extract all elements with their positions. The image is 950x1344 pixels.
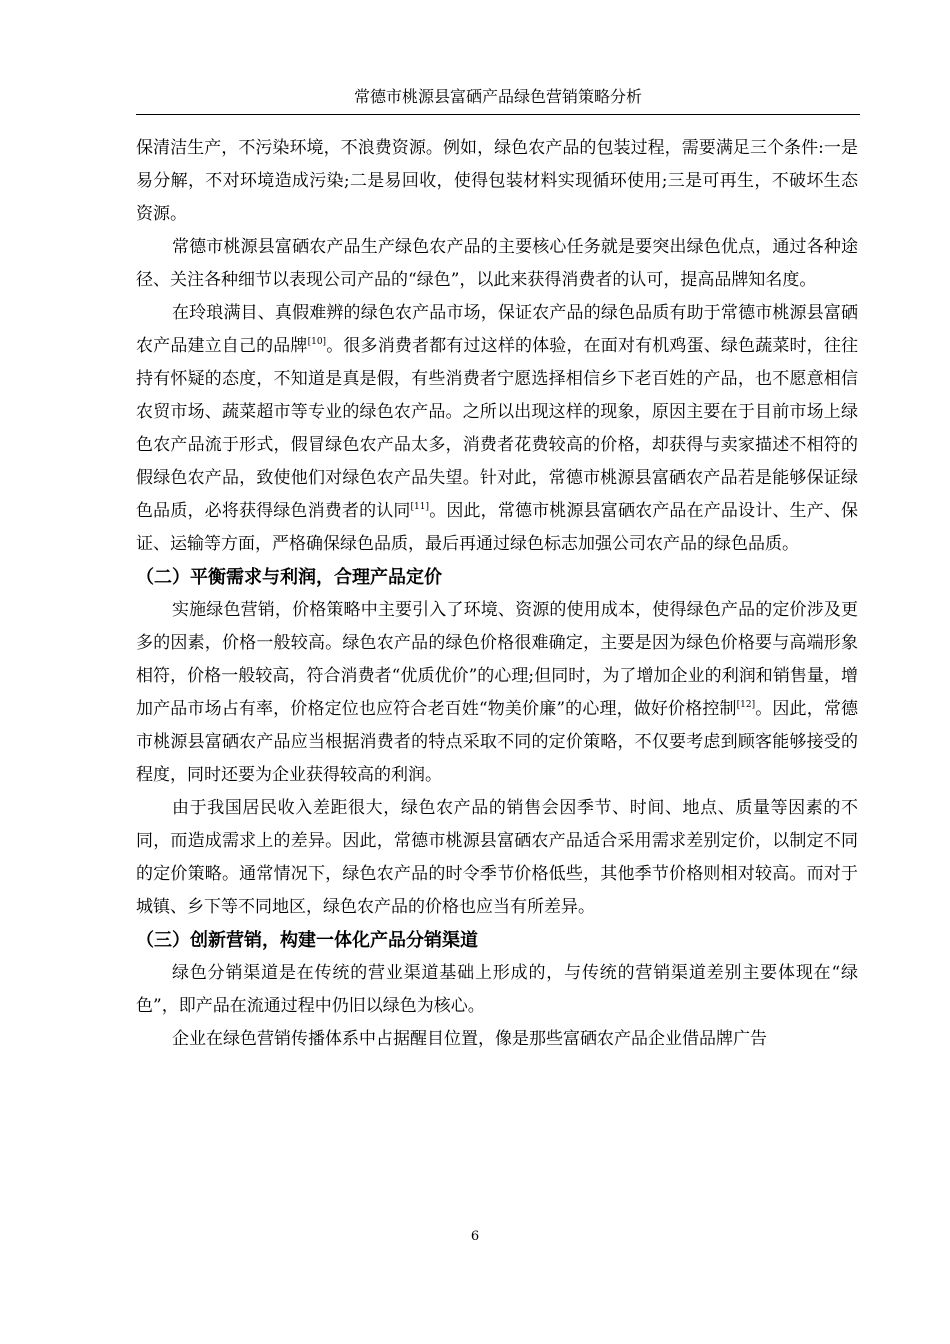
citation: [12]: [736, 700, 756, 710]
paragraph: 绿色分销渠道是在传统的营业渠道基础上形成的，与传统的营销渠道差别主要体现在“绿色”，即产品在流通过程中仍旧以绿色为核心。: [136, 963, 858, 1016]
section-heading: （二）平衡需求与利润，合理产品定价: [136, 567, 442, 588]
section-heading: （三）创新营销，构建一体化产品分销渠道: [136, 930, 478, 951]
page-body: [136, 132, 858, 1056]
paragraph-text: 在玲琅满目、真假难辨的绿色农产品市场，保证农产品的绿色品质有助于常德市桃源县富硒农产品建立自己的品牌: [136, 303, 858, 356]
page-number: 6: [470, 1229, 480, 1244]
paragraph-text: 。很多消费者都有过这样的体验，在面对有机鸡蛋、绿色蔬菜时，往往持有怀疑的态度，不知道是真是假，有些消费者宁愿选择相信乡下老百姓的产品，也不愿意相信农贸市场、蔬菜超市等专业的绿色农产品。之所以出现这样的现象，原因主要在于目前市场上绿色农产品流于形式，假冒绿色农产品太多，消费者花费较高的价格，却获得与卖家描述不相符的假绿色农产品，致使他们对绿色农产品失望。针对此，常德市桃源县富硒农产品若是能够保证绿色品质，必将获得绿色消费者的认同: [136, 336, 859, 521]
paragraph-text: 实施绿色营销，价格策略中主要引入了环境、资源的使用成本，使得绿色产品的定价涉及更多的因素，价格一般较高。绿色农产品的绿色价格很难确定，主要是因为绿色价格要与高端形象相符，价格一般较高，符合消费者“优质优价”的心理;但同时，为了增加企业的利润和销售量，增加产品市场占有率，价格定位也应符合老百姓“物美价廉”的心理，做好价格控制: [136, 600, 858, 719]
paragraph: 常德市桃源县富硒农产品生产绿色农产品的主要核心任务就是要突出绿色优点，通过各种途径、关注各种细节以表现公司产品的“绿色”，以此来获得消费者的认可，提高品牌知名度。: [136, 237, 858, 290]
paragraph: 由于我国居民收入差距很大，绿色农产品的销售会因季节、时间、地点、质量等因素的不同，而造成需求上的差异。因此，常德市桃源县富硒农产品适合采用需求差别定价，以制定不同的定价策略。通常情况下，绿色农产品的时令季节价格低些，其他季节价格则相对较高。而对于城镇、乡下等不同地区，绿色农产品的价格也应当有所差异。: [136, 798, 858, 917]
paragraph-continued: 保清洁生产，不污染环境，不浪费资源。例如，绿色农产品的包装过程，需要满足三个条件:一是易分解，不对环境造成污染;二是易回收，使得包装材料实现循环使用;三是可再生，不破坏生态资源。: [136, 138, 858, 224]
header-rule: [136, 114, 860, 115]
citation: [10]: [307, 337, 327, 347]
paragraph: 企业在绿色营销传播体系中占据醒目位置，像是那些富硒农产品企业借品牌广告: [172, 1029, 767, 1049]
paragraph-text: 。因此，常德市桃源县富硒农产品在产品设计、生产、保证、运输等方面，严格确保绿色品质，最后再通过绿色标志加强公司农产品的绿色品质。: [136, 501, 859, 554]
paragraph-text: 。因此，常德市桃源县富硒农产品应当根据消费者的特点采取不同的定价策略，不仅要考虑到顾客能够接受的程度，同时还要为企业获得较高的利润。: [136, 699, 858, 785]
citation: [11]: [410, 502, 430, 512]
paragraph-with-citations: [136, 594, 858, 792]
running-header: 常德市桃源县富硒产品绿色营销策略分析: [353, 87, 642, 106]
paragraph-with-citations: [136, 297, 858, 561]
